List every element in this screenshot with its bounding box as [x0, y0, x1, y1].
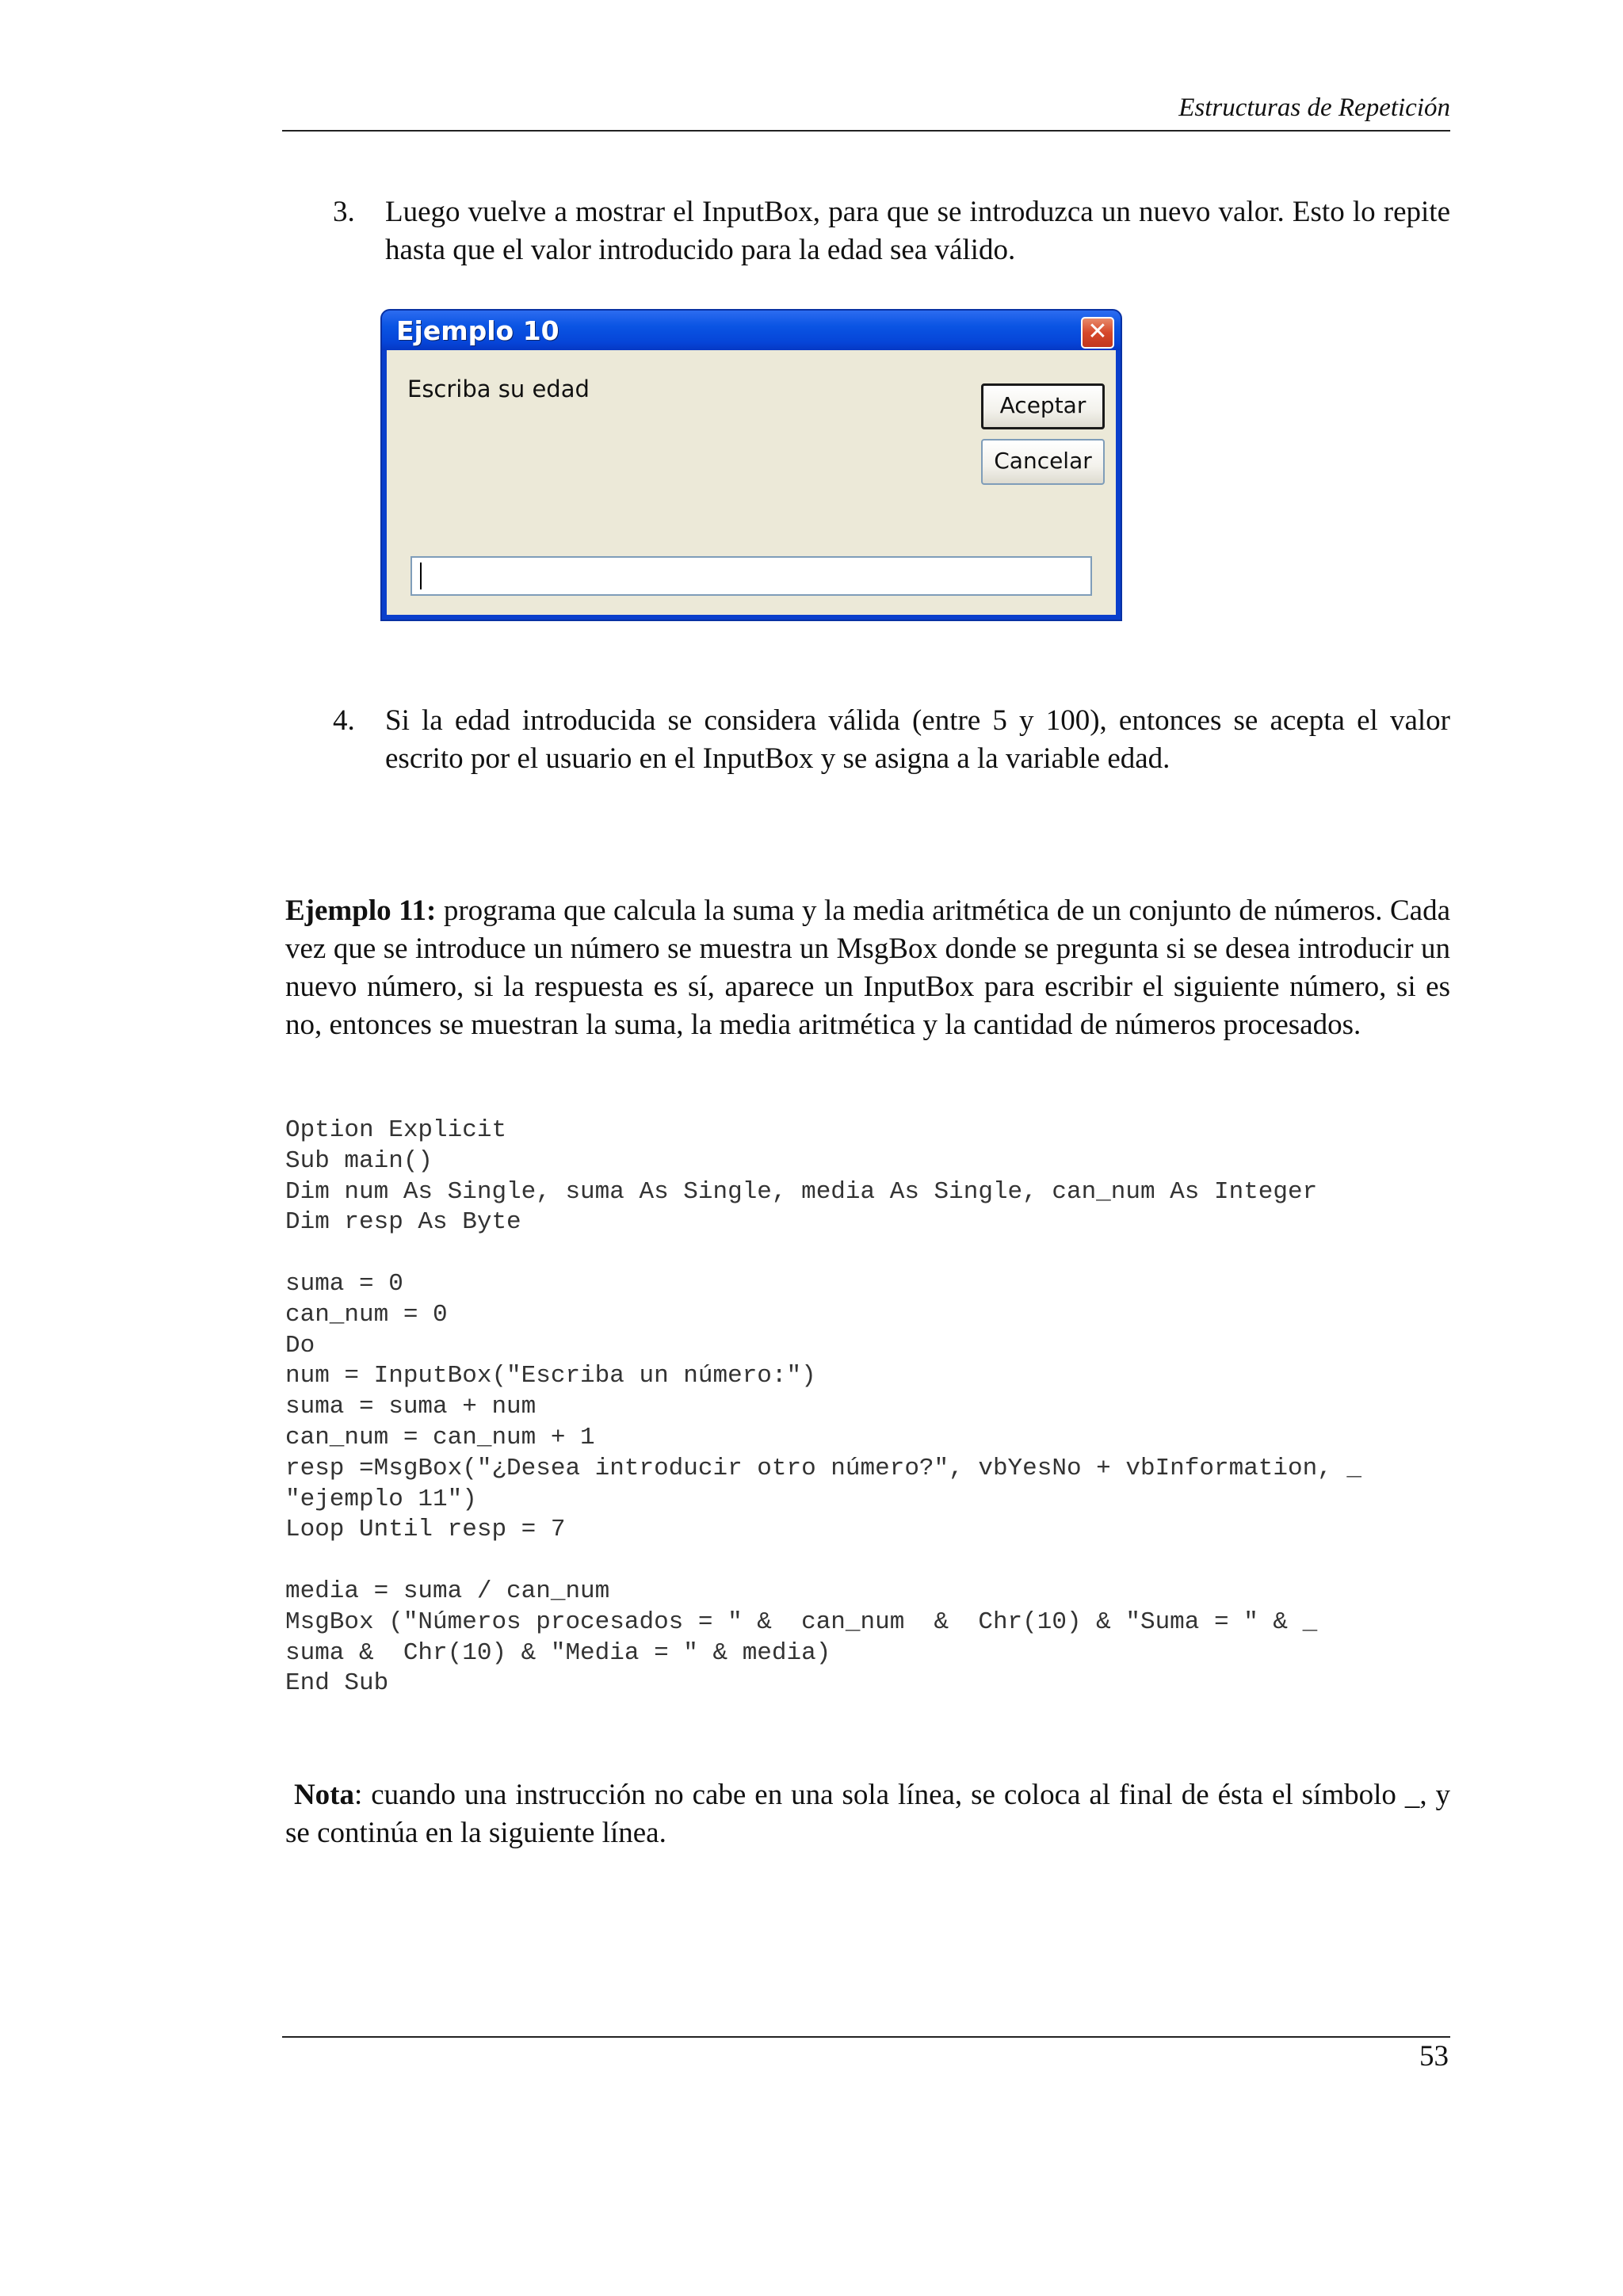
- code-line: Option Explicit: [285, 1116, 507, 1144]
- code-line: Sub main(): [285, 1146, 433, 1175]
- code-line: Do: [285, 1331, 315, 1360]
- aceptar-button[interactable]: Aceptar: [981, 383, 1105, 429]
- list-item-number: 4.: [333, 704, 355, 737]
- list-item-number: 3.: [333, 196, 355, 228]
- code-line: can_num = 0: [285, 1300, 448, 1329]
- list-item-text: Luego vuelve a mostrar el InputBox, para que se introduzca un nuevo valor. Esto lo repite hasta que el valor introducido para la edad sea válido.: [385, 196, 1450, 266]
- page-number: 53: [1419, 2040, 1449, 2073]
- code-line: can_num = can_num + 1: [285, 1423, 595, 1451]
- inputbox-dialog: [380, 309, 1122, 621]
- code-line: resp =MsgBox("¿Desea introducir otro número?", vbYesNo + vbInformation, _: [285, 1454, 1362, 1482]
- note-text: : cuando una instrucción no cabe en una sola línea, se coloca al final de ésta el símbolo _, y se continúa en la siguiente línea.: [285, 1779, 1451, 1849]
- note-label: Nota: [293, 1779, 354, 1811]
- example-paragraph: [285, 892, 1450, 1044]
- header-rule: [282, 130, 1450, 132]
- code-line: "ejemplo 11"): [285, 1485, 477, 1513]
- text-caret: [420, 563, 422, 589]
- code-line: num = InputBox("Escriba un número:"): [285, 1362, 816, 1390]
- code-line: media = suma / can_num: [285, 1577, 610, 1605]
- code-line: Loop Until resp = 7: [285, 1516, 566, 1544]
- dialog-title: Ejemplo 10: [396, 315, 559, 346]
- code-line: suma = suma + num: [285, 1393, 537, 1421]
- dialog-prompt: Escriba su edad: [407, 376, 590, 402]
- footer-rule: [282, 2036, 1450, 2038]
- code-line: End Sub: [285, 1669, 389, 1698]
- list-item-4: [333, 702, 1450, 778]
- running-header: Estructuras de Repetición: [1178, 93, 1450, 122]
- edad-input[interactable]: [411, 556, 1092, 596]
- example-text: programa que calcula la suma y la media aritmética de un conjunto de números. Cada vez que se introduce un número se muestra un MsgBox donde se pregunta si se desea introducir un nuevo número, si la respuesta es sí, aparece un InputBox para escribir el siguiente número, si es no, entonces se muestran la suma, la media aritmética y la cantidad de números procesados.: [285, 894, 1450, 1041]
- code-line: MsgBox ("Números procesados = " & can_num & Chr(10) & "Suma = " & _: [285, 1608, 1318, 1636]
- example-label: Ejemplo 11:: [285, 894, 437, 927]
- dialog-titlebar[interactable]: [382, 311, 1121, 350]
- code-line: suma = 0: [285, 1269, 403, 1298]
- close-icon[interactable]: ✕: [1081, 317, 1114, 349]
- list-item-text: Si la edad introducida se considera válida (entre 5 y 100), entonces se acepta el valor escrito por el usuario en el InputBox y se asigna a la variable edad.: [385, 704, 1450, 775]
- cancelar-button[interactable]: Cancelar: [981, 439, 1105, 485]
- dialog-body: [387, 350, 1116, 615]
- note-paragraph: [285, 1776, 1450, 1852]
- code-line: Dim num As Single, suma As Single, media As Single, can_num As Integer: [285, 1177, 1318, 1206]
- code-line: Dim resp As Byte: [285, 1208, 521, 1237]
- code-line: suma & Chr(10) & "Media = " & media): [285, 1638, 831, 1667]
- code-block: [285, 1116, 1474, 1699]
- list-item-3: [333, 193, 1450, 269]
